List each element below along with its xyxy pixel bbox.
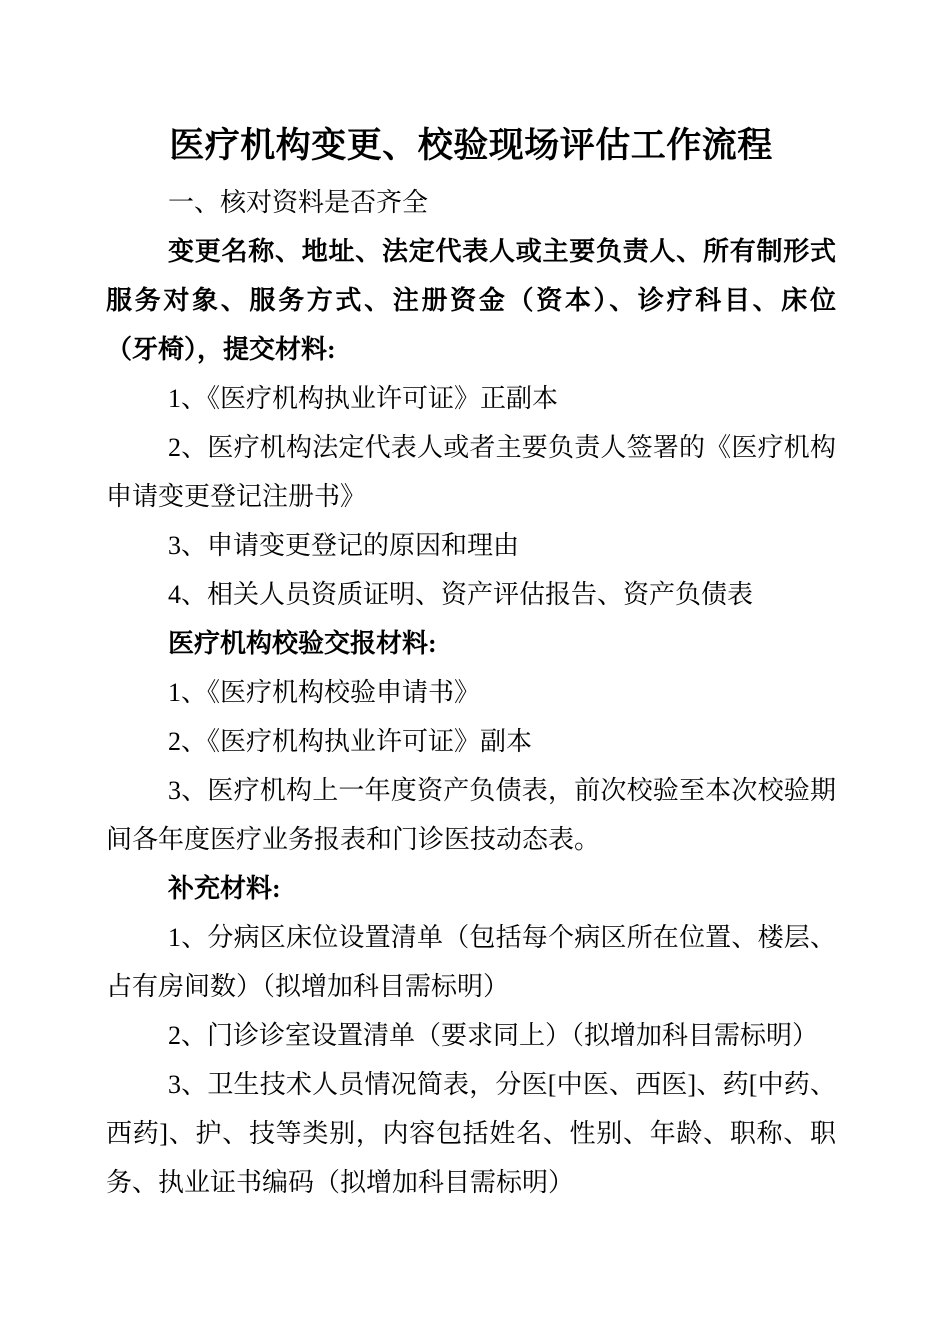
- text-line: （牙椅），提交材料:: [106, 335, 336, 364]
- text-line: 占有房间数）（拟增加科目需标明）: [106, 972, 510, 1001]
- document-body: [106, 178, 836, 1207]
- text-line: 1、分病区床位设置清单（包括每个病区所在位置、楼层、: [168, 923, 836, 952]
- text-line: 3、卫生技术人员情况简表，分医[中医、西医]、药[中药、: [168, 1070, 836, 1099]
- text-line: 间各年度医疗业务报表和门诊医技动态表。: [106, 825, 601, 854]
- text-line: 2、《医疗机构执业许可证》副本: [168, 727, 533, 756]
- text-line: 申请变更登记注册书》: [106, 482, 367, 511]
- text-line: 2、医疗机构法定代表人或者主要负责人签署的《医疗机构: [168, 433, 836, 462]
- text-line: 4、相关人员资质证明、资产评估报告、资产负债表: [168, 580, 754, 609]
- text-line: 医疗机构校验交报材料:: [168, 629, 437, 658]
- text-line: 1、《医疗机构执业许可证》正副本: [168, 384, 559, 413]
- document-title: 医疗机构变更、校验现场评估工作流程: [169, 126, 773, 165]
- text-line: 服务对象、服务方式、注册资金（资本）、诊疗科目、床位: [106, 286, 836, 315]
- text-line: 3、医疗机构上一年度资产负债表，前次校验至本次校验期: [168, 776, 836, 805]
- text-line: 变更名称、地址、法定代表人或主要负责人、所有制形式: [168, 237, 836, 266]
- text-line: 补充材料:: [168, 874, 281, 903]
- text-line: 务、执业证书编码（拟增加科目需标明）: [106, 1168, 575, 1197]
- text-line: 2、门诊诊室设置清单（要求同上）（拟增加科目需标明）: [168, 1021, 819, 1050]
- text-line: 1、《医疗机构校验申请书》: [168, 678, 481, 707]
- text-line: 西药]、护、技等类别，内容包括姓名、性别、年龄、职称、职: [106, 1119, 836, 1148]
- text-line: 3、申请变更登记的原因和理由: [168, 531, 520, 560]
- text-line: 一、核对资料是否齐全: [168, 188, 429, 217]
